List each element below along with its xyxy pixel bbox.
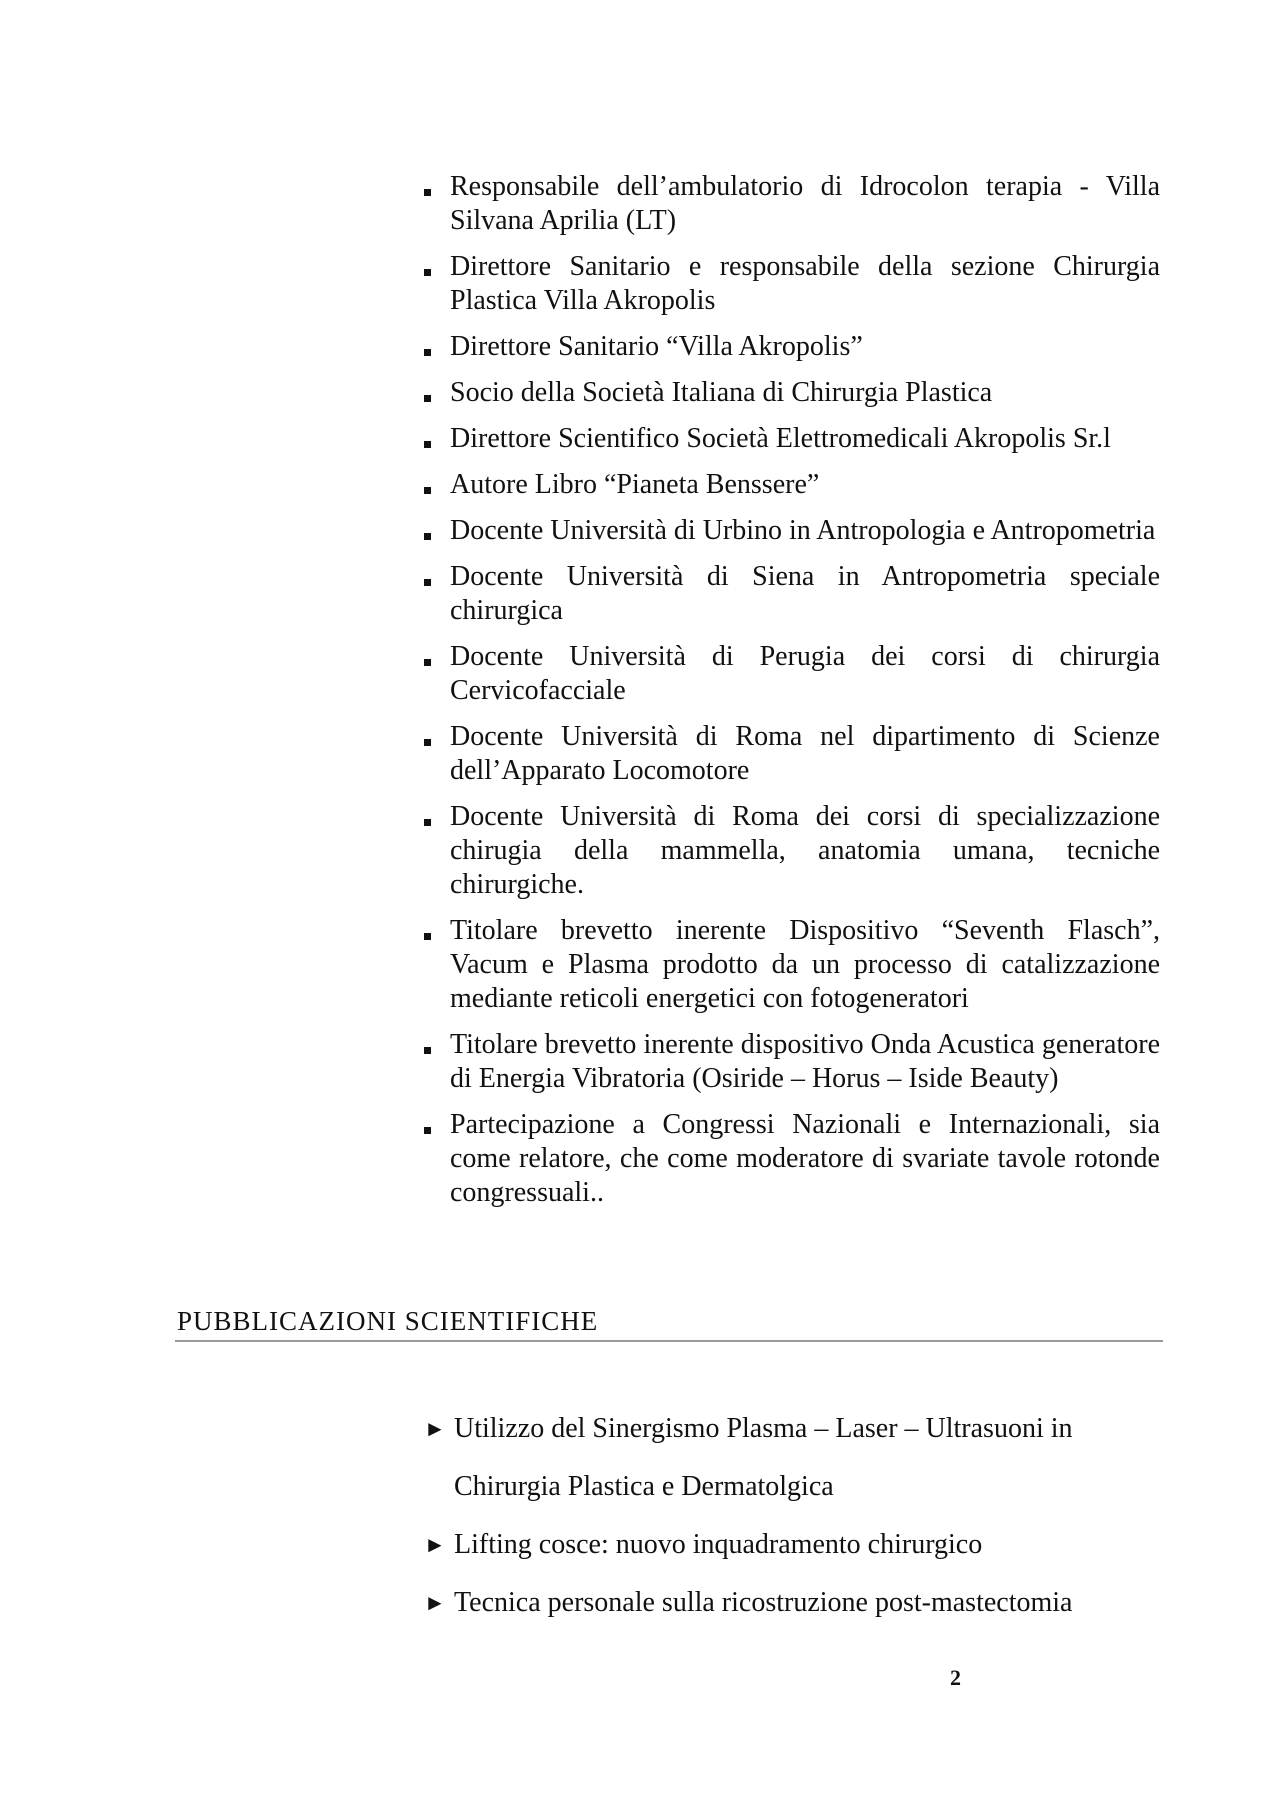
career-item-text: Docente Università di Perugia dei corsi di chirurgia Cervicofacciale <box>450 641 1160 706</box>
square-bullet-icon <box>424 349 431 356</box>
publication-text: Tecnica personale sulla ricostruzione post-mastectomia <box>454 1587 1073 1618</box>
career-item-text: Direttore Sanitario e responsabile della sezione Chirurgia Plastica Villa Akropolis <box>450 251 1160 316</box>
career-item-text: Direttore Sanitario “Villa Akropolis” <box>450 331 863 362</box>
career-item-text: Titolare brevetto inerente Dispositivo “Seventh Flasch”, Vacum e Plasma prodotto da un processo di catalizzazione mediante reticoli energetici con fotogeneratori <box>450 915 1160 1014</box>
career-item-text: Socio della Società Italiana di Chirurgia Plastica <box>450 377 993 408</box>
career-list <box>420 170 1160 1222</box>
career-item <box>420 1028 1160 1096</box>
career-item <box>420 250 1160 318</box>
career-item <box>420 170 1160 238</box>
publication-text: Utilizzo del Sinergismo Plasma – Laser – Ultrasuoni in Chirurgia Plastica e Dermatolgica <box>454 1413 1073 1502</box>
publication-item <box>424 1516 1164 1574</box>
publications-list <box>424 1400 1164 1632</box>
square-bullet-icon <box>424 819 431 826</box>
career-item <box>420 640 1160 708</box>
square-bullet-icon <box>424 487 431 494</box>
career-item <box>420 560 1160 628</box>
career-item <box>420 914 1160 1016</box>
section-divider <box>175 1340 1163 1342</box>
square-bullet-icon <box>424 1047 431 1054</box>
career-item <box>420 720 1160 788</box>
career-item <box>420 1108 1160 1210</box>
career-item-text: Docente Università di Roma nel dipartimento di Scienze dell’Apparato Locomotore <box>450 721 1160 786</box>
square-bullet-icon <box>424 441 431 448</box>
career-item <box>420 514 1160 548</box>
career-item <box>420 376 1160 410</box>
career-item <box>420 422 1160 456</box>
career-item-text: Docente Università di Siena in Antropometria speciale chirurgica <box>450 561 1160 626</box>
career-item <box>420 468 1160 502</box>
career-item-text: Responsabile dell’ambulatorio di Idrocolon terapia - Villa Silvana Aprilia (LT) <box>450 171 1160 236</box>
career-item-text: Partecipazione a Congressi Nazionali e Internazionali, sia come relatore, che come moderatore di svariate tavole rotonde congressuali.. <box>450 1109 1160 1208</box>
page-number: 2 <box>950 1665 961 1690</box>
square-bullet-icon <box>424 579 431 586</box>
square-bullet-icon <box>424 1127 431 1134</box>
publication-item <box>424 1400 1164 1516</box>
publication-text: Lifting cosce: nuovo inquadramento chirurgico <box>454 1529 983 1560</box>
square-bullet-icon <box>424 933 431 940</box>
career-item-text: Autore Libro “Pianeta Benssere” <box>450 469 820 500</box>
right-triangle-icon: ► <box>424 1416 446 1441</box>
section-title: PUBBLICAZIONI SCIENTIFICHE <box>177 1306 599 1336</box>
square-bullet-icon <box>424 269 431 276</box>
right-triangle-icon: ► <box>424 1590 446 1615</box>
career-item-text: Docente Università di Urbino in Antropologia e Antropometria <box>450 515 1156 546</box>
square-bullet-icon <box>424 739 431 746</box>
publication-item <box>424 1574 1164 1632</box>
career-item-text: Docente Università di Roma dei corsi di specializzazione chirugia della mammella, anatomia umana, tecniche chirurgiche. <box>450 801 1160 900</box>
career-item <box>420 330 1160 364</box>
career-item-text: Titolare brevetto inerente dispositivo Onda Acustica generatore di Energia Vibratoria (Osiride – Horus – Iside Beauty) <box>450 1029 1160 1094</box>
square-bullet-icon <box>424 395 431 402</box>
right-triangle-icon: ► <box>424 1532 446 1557</box>
square-bullet-icon <box>424 659 431 666</box>
career-item <box>420 800 1160 902</box>
career-item-text: Direttore Scientifico Società Elettromedicali Akropolis Sr.l <box>450 423 1111 454</box>
square-bullet-icon <box>424 533 431 540</box>
square-bullet-icon <box>424 189 431 196</box>
